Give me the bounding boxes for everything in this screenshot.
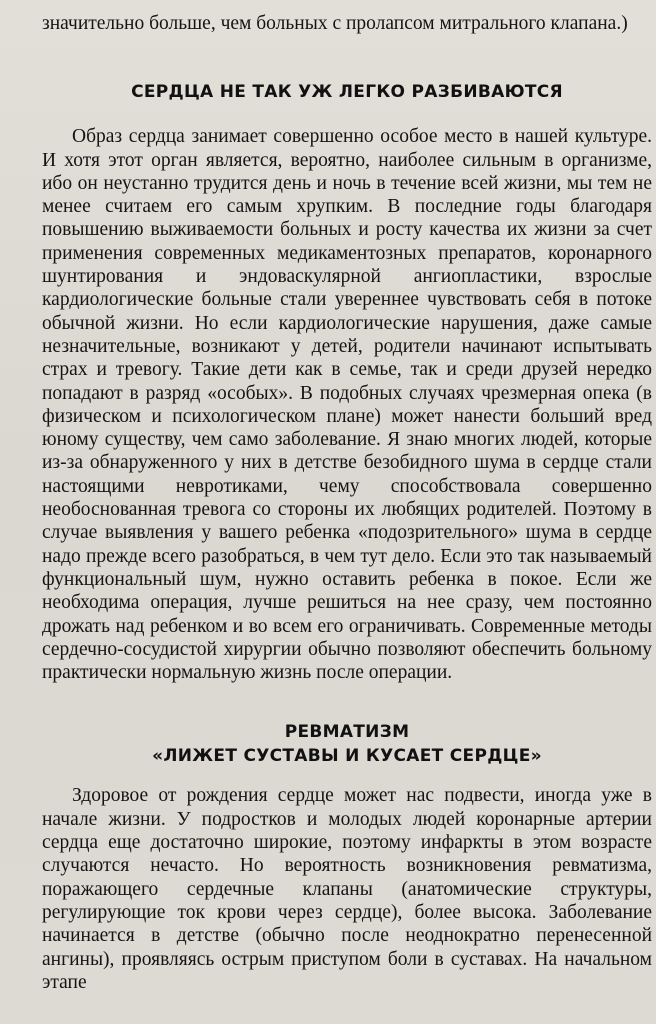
section-heading-rheumatism <box>42 720 652 768</box>
paragraph-hearts: Образ сердца занимает совершенно особое место в нашей культуре. И хотя этот орган является, вероятно, наиболее сильным в организме, ибо он неустанно трудится день и ночь в течение всей жизни, мы тем не менее считаем его самым хрупким. В последние годы благодаря повышению выживаемости больных и росту качества их жизни за счет применения современных медикаментозных препаратов, коронарного шунтирования и эндоваскулярной ангиопластики, взрослые кардиологические больные стали увереннее чувствовать себя в потоке обычной жизни. Но если кардиологические нарушения, даже самые незначительные, возникают у детей, родители начинают испытывать страх и тревогу. Такие дети как в семье, так и среди друзей нередко попадают в разряд «особых». В подобных случаях чрезмерная опека (в физическом и психологическом плане) может нанести больший вред юному существу, чем само заболевание. Я знаю многих людей, которые из-за обнаруженного у них в детстве безобидного шума в сердце стали настоящими невротиками, чему способствовала совершенно необоснованная тревога со стороны их любящих родителей. Поэтому в случае выявления у вашего ребенка «подозрительного» шума в сердце надо прежде всего разобраться, в чем тут дело. Если это так называемый функциональный шум, нужно оставить ребенка в покое. Если же необходима операция, лучше решиться на нее сразу, чем постоянно дрожать над ребенком и во всем его ограничивать. Современные методы сердечно-сосудистой хирургии обычно позволяют обеспечить больному практически нормальную жизнь после операции. <box>42 126 652 684</box>
continuation-text: значительно больше, чем больных с пролапсом митрального клапана.) <box>42 13 628 34</box>
heading-line-rheumatism: РЕВМАТИЗМ <box>284 722 410 743</box>
paragraph-rheumatism: Здоровое от рождения сердце может нас подвести, иногда уже в начале жизни. У подростков и молодых людей коронарные артерии сердца еще достаточно широкие, поэтому инфаркты в этом возрасте случаются нечасто. Но вероятность возникновения ревматизма, поражающего сердечные клапаны (анатомические структуры, регулирующие ток крови через сердце), более высока. Заболевание начинается в детстве (обычно после неоднократно перенесенной ангины), проявляясь острым приступом боли в суставах. На начальном этапе <box>42 785 652 993</box>
heading-line-subtitle: «ЛИЖЕТ СУСТАВЫ И КУСАЕТ СЕРДЦЕ» <box>152 746 542 767</box>
section-heading-hearts: СЕРДЦА НЕ ТАК УЖ ЛЕГКО РАЗБИВАЮТСЯ <box>131 82 563 103</box>
